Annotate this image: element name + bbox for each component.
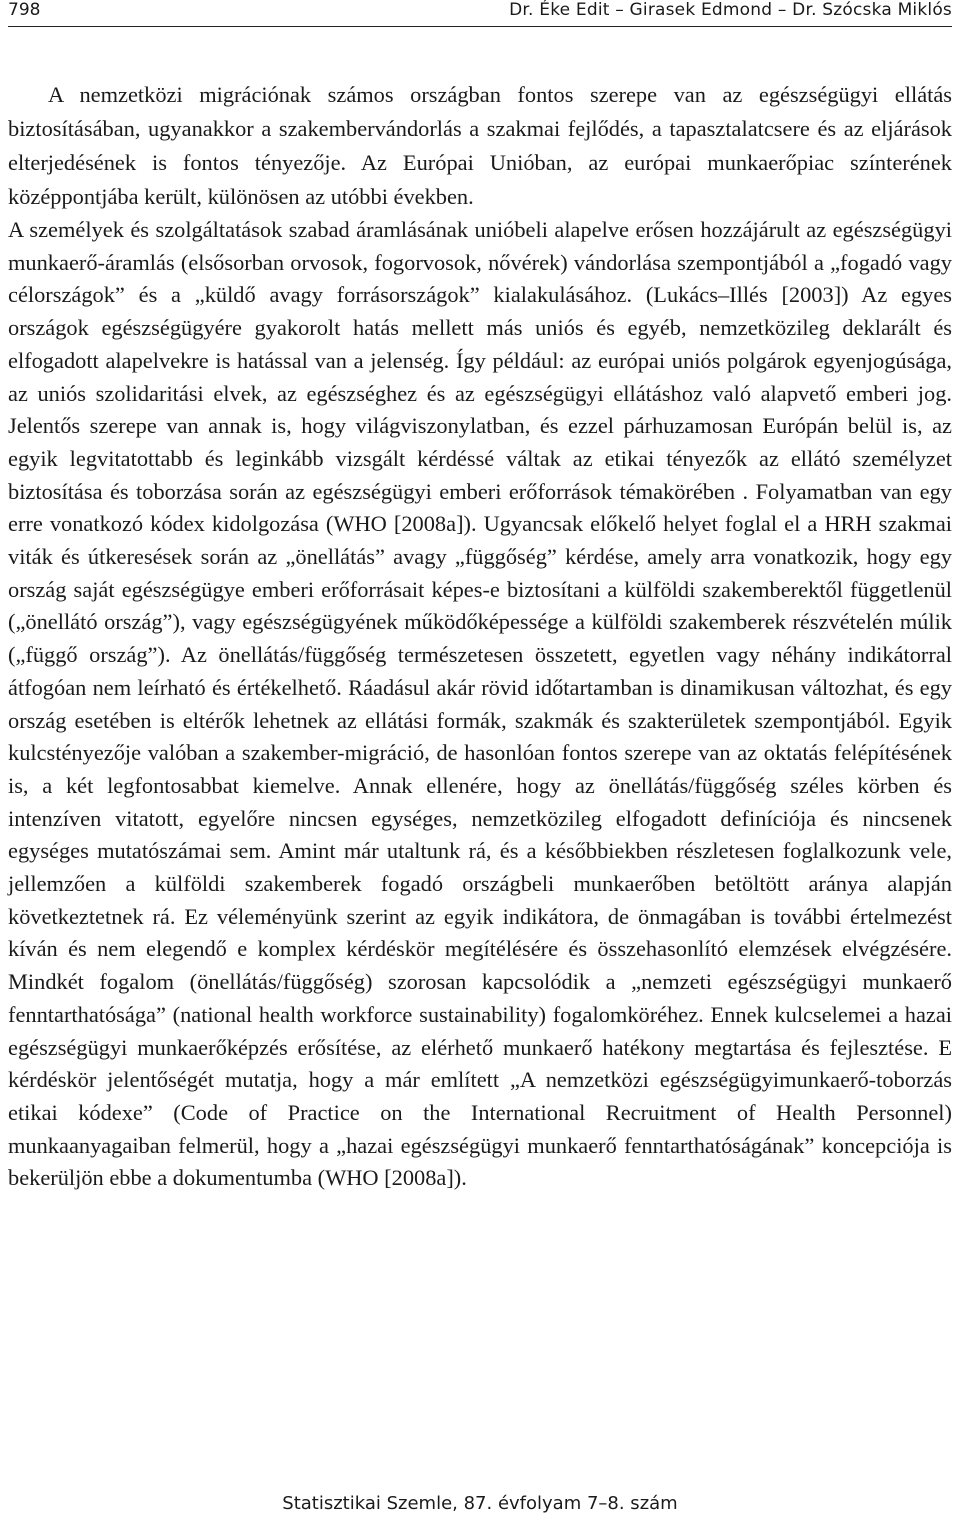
paragraph-intro: A nemzetközi migrációnak számos országban fontos szerepe van az egészségügyi ellátás biztosításában, ugyanakkor a szakembervándorlás a szakmai fejlődés, a tapasztalatcsere és az eljárások elterjedésének is fontos tényezője. Az Európai Unióban, az európai munkaerőpiac színterének középpontjába került, különösen az utóbbi években. — [8, 82, 952, 209]
paragraph-main: A személyek és szolgáltatások szabad áramlásának unióbeli alapelve erősen hozzájárult az egészségügyi munkaerő-áramlás (elsősorban orvosok, fogorvosok, nővérek) vándorlása szempontjából a „fogadó vagy célországok” és a „küldő avagy forrásországok” kialakulásához. (Lukács–Illés [2003]) Az egyes országok egészségügyére gyakorolt hatás mellett más uniós és egyéb, nemzetközileg deklarált és elfogadott alapelvekre is hatással van a jelenség. Így például: az európai uniós polgárok egyenjogúsága, az uniós szolidaritási elvek, az egészséghez és az egészségügyi ellátáshoz való alapvető emberi jog. Jelentős szerepe van annak is, hogy világviszonylatban, és ezzel párhuzamosan Európán belül is, az egyik legvitatottabb és leginkább vizsgált kérdéssé váltak az etikai tényezők az ellátó személyzet biztosítása és toborzása során az egészségügyi emberi erőforrások témakörében . Folyamatban van egy erre vonatkozó kódex kidolgozása (WHO [2008a]). Ugyancsak előkelő helyet foglal el a HRH szakmai viták és útkeresések során az „önellátás” avagy „függőség” kérdése, amely arra vonatkozik, hogy egy ország saját egészségügye emberi erőforrásait képes-e biztosítani a külföldi szakemberektől függetlenül („önellátó ország”), vagy egészségügyének működőképessége a külföldi szakemberek részvételén múlik („függő ország”). Az önellátás/függőség természetesen összetett, egyetlen vagy néhány indikátorral átfogóan nem leírható és értékelhető. Ráadásul akár rövid időtartamban is dinamikusan változhat, és egy ország esetében is eltérők lehetnek az ellátási formák, szakmák és szakterületek szempontjából. Egyik kulcstényezője valóban a szakember-migráció, de hasonlóan fontos szerepe van az oktatás felépítésének is, a két legfontosabbat kiemelve. Annak ellenére, hogy az önellátás/függőség széles körben és intenzíven vitatott, egyelőre nincsen egységes, nemzetközileg elfogadott definíciója és nincsenek egységes mutatószámai sem. Amint már utaltunk rá, és a későbbiekben részletesen foglalkozunk vele, jellemzően a külföldi szakemberek fogadó országbeli munkaerőben betöltött aránya alapján következtetnek rá. Ez véleményünk szerint az egyik indikátora, de önmagában is további értelmezést kíván és nem elegendő e komplex kérdéskör megítélésére és összehasonlító elemzések elvégzésére. Mindkét fogalom (önellátás/függőség) szorosan kapcsolódik a „nemzeti egészségügyi munkaerő fenntarthatósága” (national health workforce sustainability) fogalomköréhez. Ennek kulcselemei a hazai egészségügyi munkaerőképzés erősítése, az elérhető munkaerő hatékony megtartása és fejlesztése. E kérdéskör jelentőségét mutatja, hogy a már említett „A nemzetközi egészségügyimunkaerő-toborzás etikai kódexe” (Code of Practice on the International Recruitment of Health Personnel) munkaanyagaiban felmerül, hogy a „hazai egészségügyi munkaerő fenntarthatóságának” koncepciója is bekerüljön ebbe a dokumentumba (WHO [2008a]). — [8, 217, 952, 1191]
article-body — [8, 78, 952, 1195]
journal-citation: Statisztikai Szemle, 87. évfolyam 7–8. szám — [282, 1493, 678, 1514]
page-footer — [0, 1493, 960, 1514]
running-head-authors: Dr. Éke Edit – Girasek Edmond – Dr. Szócska Miklós — [509, 0, 952, 20]
page-header — [8, 0, 952, 27]
page-number: 798 — [8, 0, 41, 20]
